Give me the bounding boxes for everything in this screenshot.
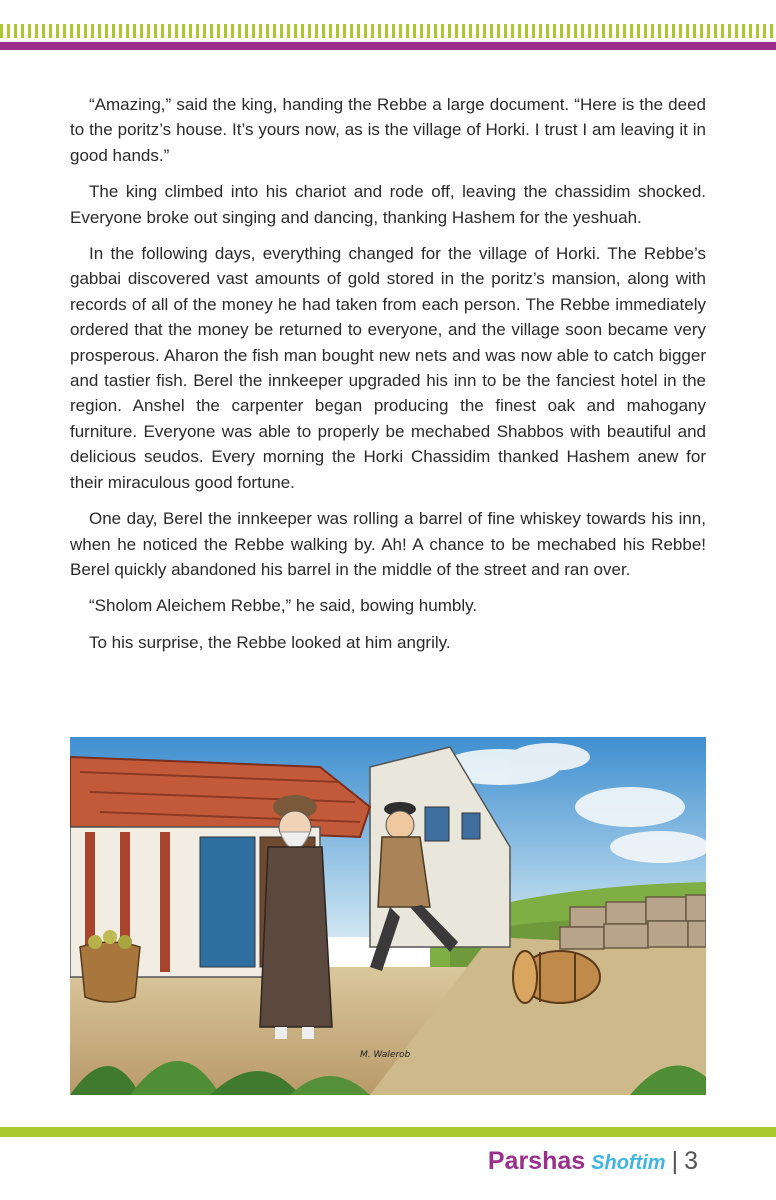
paragraph-3: In the following days, everything changed for the village of Horki. The Rebbe’s gabbai discovered vast amounts of gold stored in the poritz’s mansion, along with records of all of the money he had taken from each person. The Rebbe immediately ordered that the money be returned to everyone, and the village soon became very prosperous. Aharon the fish man bought new nets and was now able to catch bigger and tastier fish. Berel the innkeeper upgraded his inn to be the fanciest hotel in the region. Anshel the carpenter began producing the finest oak and mahogany furniture. Everyone was able to properly be mechabed Shabbos with beautiful and delicious seudos. Every morning the Horki Chassidim thanked Hashem anew for their miraculous good fortune. — [70, 244, 706, 492]
page-number: 3 — [684, 1147, 698, 1175]
paragraph-4: One day, Berel the innkeeper was rolling a barrel of fine whiskey towards his inn, when he noticed the Rebbe walking by. Ah! A chance to be mechabed his Rebbe! Berel quickly abandoned his barrel in the middle of the street and ran over. — [70, 509, 706, 579]
story-text — [70, 92, 706, 666]
illustration-signature: M. Walerob — [360, 1050, 411, 1060]
bottom-green-band — [0, 1127, 776, 1137]
footer-parsha-name: Shoftim — [591, 1152, 666, 1174]
story-illustration — [70, 737, 706, 1095]
top-decorative-ticks — [0, 24, 776, 38]
fruit-basket — [80, 930, 140, 1002]
page-footer — [488, 1146, 698, 1178]
barrel-figure — [513, 951, 600, 1003]
top-purple-stripe — [0, 42, 776, 50]
paragraph-6: To his surprise, the Rebbe looked at him angrily. — [89, 632, 451, 652]
footer-parshas: Parshas — [487, 1147, 586, 1175]
paragraph-1: “Amazing,” said the king, handing the Rebbe a large document. “Here is the deed to the poritz’s house. It’s yours now, as is the village of Horki. I trust I am leaving it in good hands.” — [70, 95, 706, 165]
footer-separator: | — [671, 1147, 679, 1175]
paragraph-2: The king climbed into his chariot and rode off, leaving the chassidim shocked. Everyone broke out singing and dancing, thanking Hashem for the yeshuah. — [70, 182, 706, 227]
paragraph-5: “Sholom Aleichem Rebbe,” he said, bowing humbly. — [89, 596, 478, 616]
